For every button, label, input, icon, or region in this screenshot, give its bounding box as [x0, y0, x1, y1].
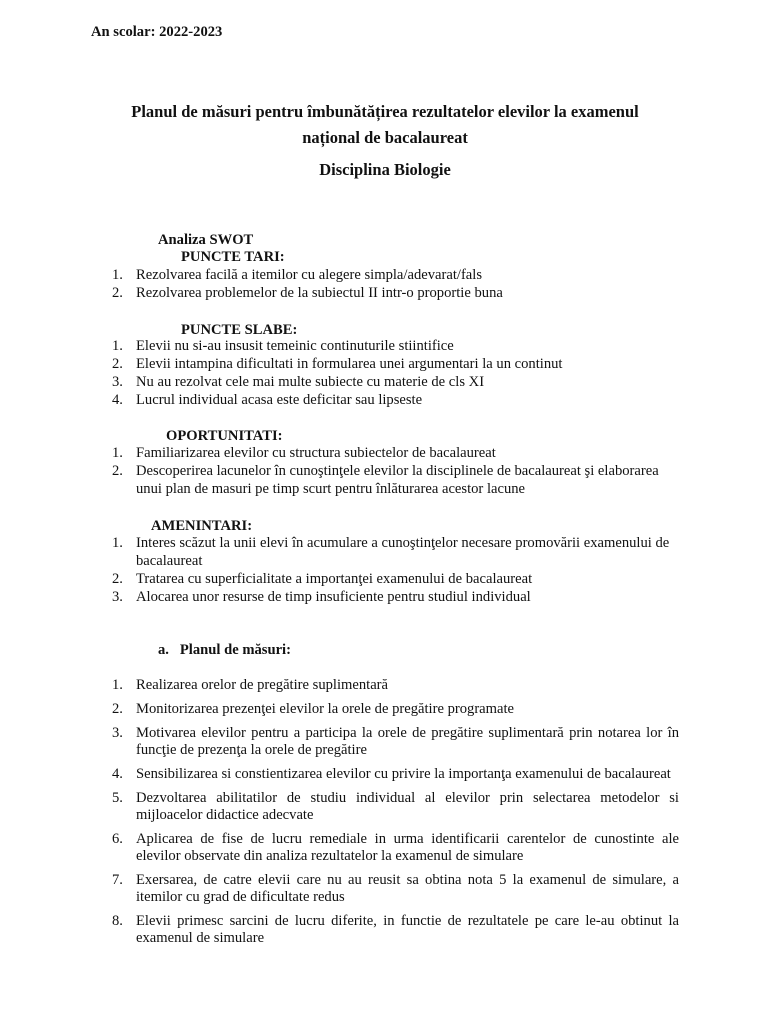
plan-heading: a. Planul de măsuri:	[158, 642, 291, 658]
list-item	[112, 913, 679, 947]
list-item-text: Lucrul individual acasa este deficitar sau lipseste	[136, 392, 423, 408]
list-item	[112, 677, 679, 694]
list-item-text: Familiarizarea elevilor cu structura subiectelor de bacalaureat	[136, 445, 496, 461]
list-item	[112, 462, 672, 498]
swot-heading: Analiza SWOT	[158, 232, 254, 248]
list-item	[112, 701, 679, 718]
list-item-number: 7.	[112, 872, 123, 888]
list-item-text: Interes scăzut la unii elevi în acumulare a cunoştinţelor necesare promovării examenului de bacalaureat	[136, 535, 670, 569]
list-item-text: Exersarea, de catre elevii care nu au reusit sa obtina nota 5 la examenul de simulare, a itemilor cu grad de dificultate redus	[136, 872, 679, 905]
list-item-number: 2.	[112, 463, 123, 479]
opportunities-heading: OPORTUNITATI:	[166, 428, 283, 444]
list-item	[112, 588, 672, 606]
list-item-text: Elevii primesc sarcini de lucru diferite, in functie de rezultatele pe care le-au obtinut la examenul de simulare	[136, 913, 679, 946]
list-item-number: 2.	[112, 285, 123, 301]
threats-heading: AMENINTARI:	[151, 518, 253, 534]
list-item-number: 6.	[112, 831, 123, 847]
strengths-list	[112, 266, 672, 302]
document-title	[100, 99, 670, 151]
list-item	[112, 570, 672, 588]
list-item-text: Aplicarea de fise de lucru remediale in urma identificarii carentelor de cunostinte ale elevilor observate din analiza rezultatelor la examenul de simulare	[136, 831, 679, 864]
list-item	[112, 355, 672, 373]
list-item-text: Elevii nu si-au insusit temeinic continuturile stiintifice	[136, 338, 454, 354]
list-item	[112, 534, 672, 570]
list-item-number: 5.	[112, 790, 123, 806]
list-item-number: 2.	[112, 701, 123, 717]
opportunities-list	[112, 444, 672, 498]
list-item-text: Sensibilizarea si constientizarea elevilor cu privire la importanţa examenului de bacalaureat	[136, 766, 671, 782]
list-item-text: Nu au rezolvat cele mai multe subiecte cu materie de cls XI	[136, 374, 485, 390]
list-item-text: Rezolvarea problemelor de la subiectul II intr-o proportie buna	[136, 285, 503, 301]
weaknesses-list	[112, 337, 672, 409]
list-item	[112, 373, 672, 391]
list-item-text: Dezvoltarea abilitatilor de studiu individual al elevilor prin selectarea metodelor si mijloacelor didactice adecvate	[136, 790, 679, 823]
list-item-text: Alocarea unor resurse de timp insuficiente pentru studiul individual	[136, 589, 531, 605]
title-line-1: Planul de măsuri pentru îmbunătățirea rezultatelor elevilor la examenul	[131, 102, 639, 121]
list-item	[112, 444, 672, 462]
list-item-text: Rezolvarea facilă a itemilor cu alegere simpla/adevarat/fals	[136, 267, 483, 283]
list-item	[112, 872, 679, 906]
list-item-text: Elevii intampina dificultati in formularea unei argumentari la un continut	[136, 356, 563, 372]
list-item-text: Realizarea orelor de pregătire suplimentară	[136, 677, 389, 693]
list-item-text: Monitorizarea prezenţei elevilor la orele de pregătire programate	[136, 701, 515, 717]
weaknesses-heading: PUNCTE SLABE:	[181, 322, 298, 338]
threats-list	[112, 534, 672, 606]
plan-list	[112, 677, 679, 954]
list-item-number: 3.	[112, 589, 123, 605]
list-item-number: 4.	[112, 766, 123, 782]
list-item-number: 8.	[112, 913, 123, 929]
list-item-number: 1.	[112, 267, 123, 283]
list-item	[112, 790, 679, 824]
list-item	[112, 284, 672, 302]
list-item-text: Motivarea elevilor pentru a participa la orele de pregătire suplimentară prin notarea lor în funcţie de prezenţa la orele de pregătire	[136, 725, 679, 758]
list-item-text: Tratarea cu superficialitate a importanţei examenului de bacalaureat	[136, 571, 533, 587]
list-item	[112, 391, 672, 409]
list-item-number: 3.	[112, 374, 123, 390]
list-item	[112, 725, 679, 759]
list-item-number: 4.	[112, 392, 123, 408]
discipline-title: Disciplina Biologie	[319, 160, 451, 179]
list-item-number: 2.	[112, 356, 123, 372]
list-item	[112, 766, 679, 783]
list-item	[112, 266, 672, 284]
school-year: An scolar: 2022-2023	[91, 24, 223, 40]
strengths-heading: PUNCTE TARI:	[181, 249, 285, 265]
title-line-2: național de bacalaureat	[302, 128, 468, 147]
list-item	[112, 831, 679, 865]
list-item-number: 3.	[112, 725, 123, 741]
list-item-number: 1.	[112, 677, 123, 693]
list-item-number: 1.	[112, 338, 123, 354]
list-item-text: Descoperirea lacunelor în cunoştinţele elevilor la disciplinele de bacalaureat şi elaborarea unui plan de masuri pe timp scurt pentru înlăturarea acestor lacune	[136, 463, 659, 497]
list-item	[112, 337, 672, 355]
list-item-number: 2.	[112, 571, 123, 587]
list-item-number: 1.	[112, 535, 123, 551]
list-item-number: 1.	[112, 445, 123, 461]
